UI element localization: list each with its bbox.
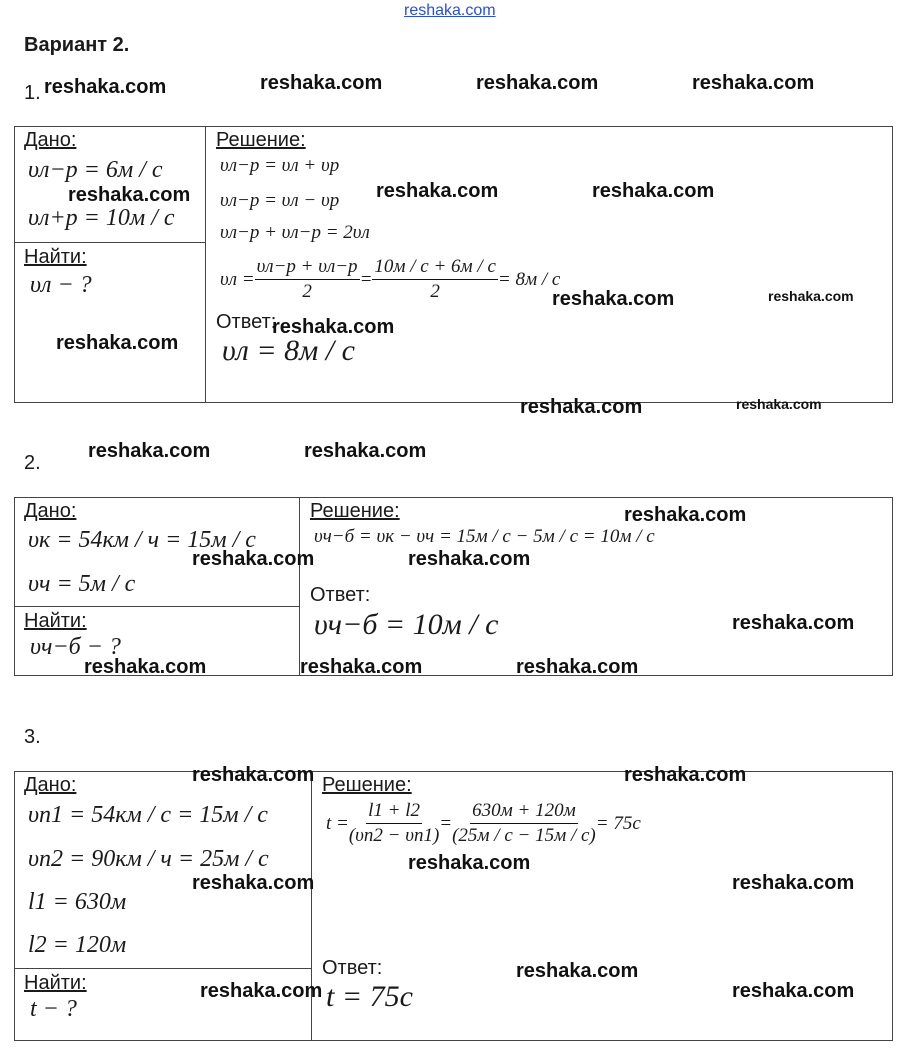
watermark: reshaka.com <box>732 980 855 1002</box>
problem-2-table <box>14 497 893 676</box>
given-line: l2 = 120м <box>28 932 127 958</box>
given-label: Дано: <box>24 500 77 522</box>
fraction-numerator: l1 + l2 <box>366 800 422 824</box>
find-label: Найти: <box>24 246 87 268</box>
watermark: reshaka.com <box>516 960 639 982</box>
watermark: reshaka.com <box>692 72 815 94</box>
table-divider <box>14 242 205 243</box>
page-title: Вариант 2. <box>24 34 130 56</box>
solution-text: = 75с <box>595 812 641 834</box>
find-label: Найти: <box>24 972 87 994</box>
watermark: reshaka.com <box>408 548 531 570</box>
solution-line: υч−б = υк − υч = 15м / с − 5м / с = 10м / с <box>314 526 655 547</box>
solution-fraction-line <box>220 256 560 303</box>
problem-3-number: 3. <box>24 726 41 748</box>
solution-text: = 8м / с <box>497 268 561 290</box>
watermark: reshaka.com <box>520 396 643 418</box>
watermark: reshaka.com <box>516 656 639 678</box>
watermark: reshaka.com <box>44 76 167 98</box>
watermark: reshaka.com <box>88 440 211 462</box>
watermark: reshaka.com <box>300 656 423 678</box>
solution-text: t = <box>326 812 349 834</box>
fraction-numerator: υл−р + υл−р <box>255 256 360 280</box>
answer-value: υл = 8м / с <box>222 334 355 367</box>
watermark: reshaka.com <box>408 852 531 874</box>
fraction <box>255 256 360 303</box>
watermark: reshaka.com <box>84 656 207 678</box>
given-line: υч = 5м / с <box>28 571 136 597</box>
watermark: reshaka.com <box>624 504 747 526</box>
watermark: reshaka.com <box>56 332 179 354</box>
fraction-denominator: 2 <box>430 281 440 302</box>
solution-label: Решение: <box>216 129 306 151</box>
solution-text: = <box>359 268 373 290</box>
answer-label: Ответ: <box>322 957 383 979</box>
answer-label: Ответ: <box>216 311 277 333</box>
answer-value: υч−б = 10м / с <box>314 608 499 641</box>
watermark: reshaka.com <box>260 72 383 94</box>
watermark: reshaka.com <box>68 184 191 206</box>
fraction-numerator: 630м + 120м <box>470 800 578 824</box>
solution-line: υл−р = υл − υр <box>220 190 340 211</box>
table-divider <box>14 606 299 607</box>
given-line: υп2 = 90км / ч = 25м / с <box>28 846 269 872</box>
solution-line: υл−р = υл + υр <box>220 155 340 176</box>
given-label: Дано: <box>24 129 77 151</box>
problem-2-number: 2. <box>24 452 41 474</box>
given-line: υл−р = 6м / с <box>28 157 163 183</box>
fraction-denominator: (25м / с − 15м / с) <box>452 825 596 846</box>
fraction <box>349 800 439 847</box>
solution-label: Решение: <box>310 500 400 522</box>
watermark: reshaka.com <box>192 872 315 894</box>
fraction-denominator: (υп2 − υп1) <box>348 825 440 846</box>
fraction <box>452 800 596 847</box>
watermark: reshaka.com <box>304 440 427 462</box>
answer-value: t = 75с <box>326 980 413 1013</box>
find-line: t − ? <box>30 996 77 1022</box>
watermark: reshaka.com <box>192 764 315 786</box>
solution-text: = <box>439 812 453 834</box>
watermark: reshaka.com <box>732 872 855 894</box>
watermark: reshaka.com <box>476 72 599 94</box>
fraction <box>372 256 498 303</box>
watermark: reshaka.com <box>200 980 323 1002</box>
given-label: Дано: <box>24 774 77 796</box>
find-line: υл − ? <box>30 272 92 298</box>
watermark: reshaka.com <box>192 548 315 570</box>
site-link[interactable]: reshaka.com <box>404 2 496 19</box>
given-line: υк = 54км / ч = 15м / с <box>28 527 256 553</box>
watermark: reshaka.com <box>732 612 855 634</box>
watermark: reshaka.com <box>624 764 747 786</box>
answer-label: Ответ: <box>310 584 371 606</box>
find-line: υч−б − ? <box>30 634 121 660</box>
solution-label: Решение: <box>322 774 412 796</box>
solution-line: υл−р + υл−р = 2υл <box>220 222 370 243</box>
solution-fraction-line <box>326 800 641 847</box>
fraction-numerator: 10м / с + 6м / с <box>372 256 498 280</box>
find-label: Найти: <box>24 610 87 632</box>
solution-text: υл = <box>220 268 255 290</box>
watermark: reshaka.com <box>768 288 854 304</box>
table-divider <box>205 126 206 402</box>
given-line: υл+р = 10м / с <box>28 205 175 231</box>
watermark: reshaka.com <box>552 288 675 310</box>
fraction-denominator: 2 <box>302 281 312 302</box>
table-divider <box>14 968 311 969</box>
watermark: reshaka.com <box>592 180 715 202</box>
given-line: l1 = 630м <box>28 889 127 915</box>
watermark: reshaka.com <box>272 316 395 338</box>
watermark: reshaka.com <box>376 180 499 202</box>
problem-1-number: 1. <box>24 82 41 104</box>
given-line: υп1 = 54км / с = 15м / с <box>28 802 268 828</box>
watermark: reshaka.com <box>736 396 822 412</box>
table-divider <box>299 497 300 675</box>
